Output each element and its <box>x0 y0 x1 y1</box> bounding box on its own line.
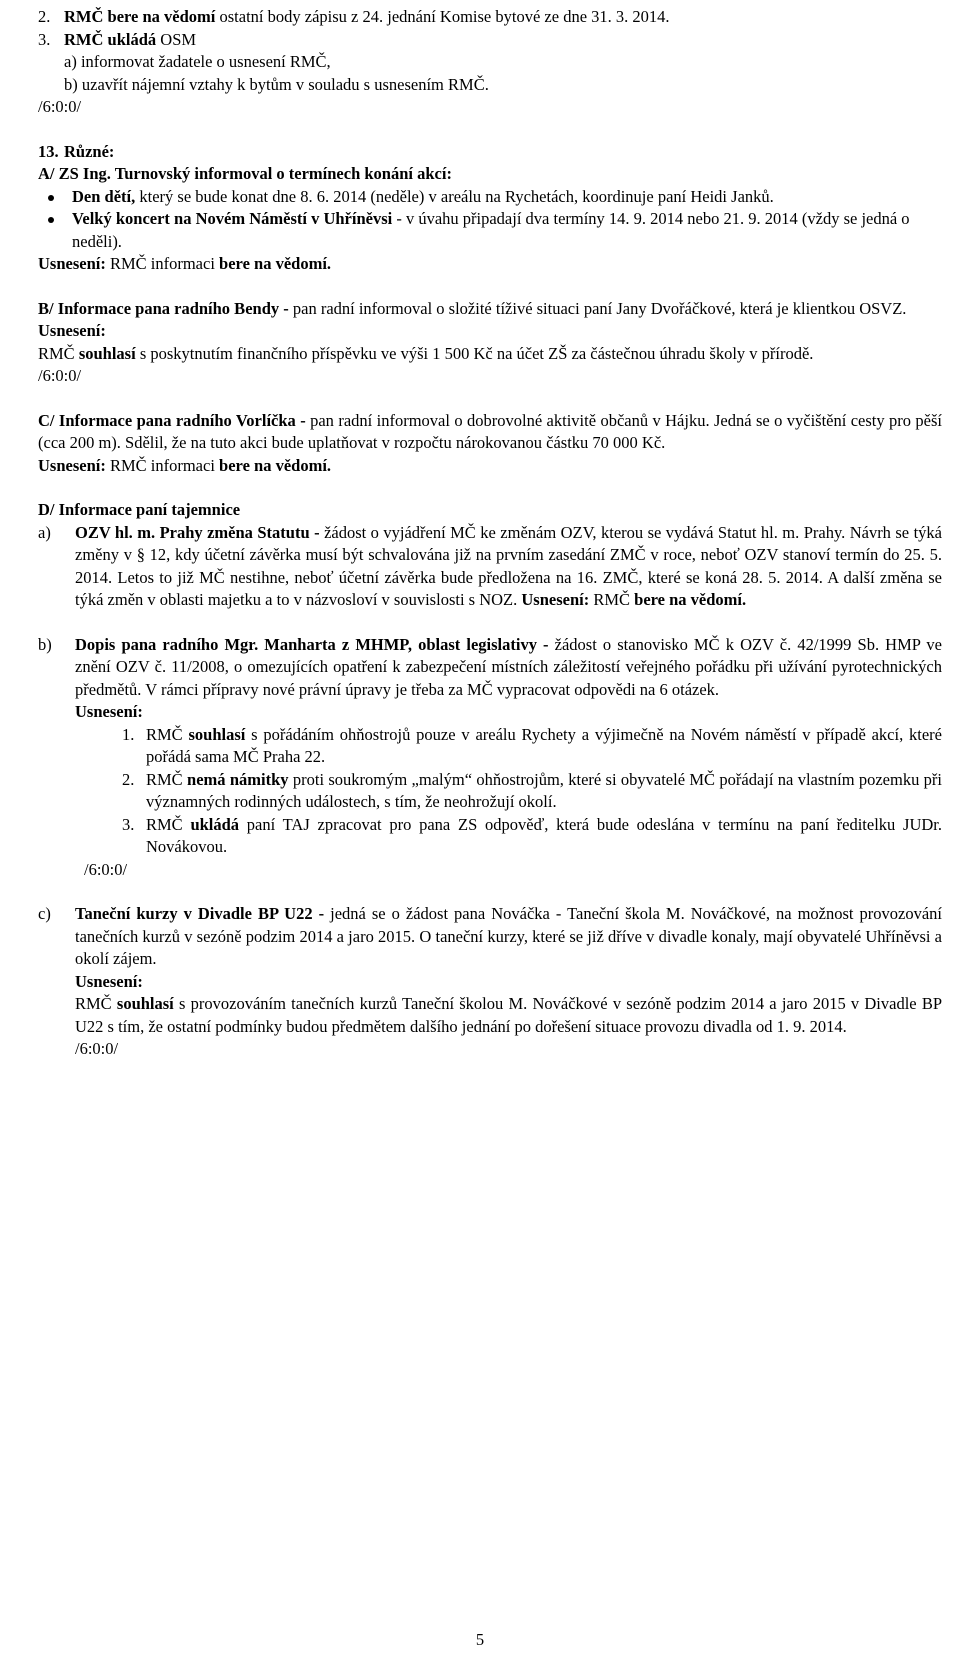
part-b-heading: B/ Informace pana radního Bendy - <box>38 298 289 318</box>
item-text: jedná se o žádost pana Nováčka - Taneční škola M. Nováčkové, na možnost provozování tanečních kurzů v sezóně podzim 2014 a jaro 2015. O taneční kurzy, které se již dříve v divadle konaly, mají obyvatelé Uhříněvsi a okolí zájem. <box>75 904 942 968</box>
resolution-text: RMČ informaci <box>105 254 220 273</box>
item-text: žádost o stanovisko MČ k OZV č. 42/1999 Sb. HMP ve znění OZV č. 11/2008, o omezujících opatření k zabezpečení místních záležitostí veřejného pořádku při užívání pyrotechnických předmětů. V rámci přípravy nové právní úpravy je třeba za MČ vypracovat odpovědi na 6 otázek. <box>75 634 942 699</box>
item-letter: c) <box>38 904 51 923</box>
vote-result: /6:0:0/ <box>84 859 128 879</box>
point-text: s pořádáním ohňostrojů pouze v areálu Rychety a výjimečně na Novém náměstí v případě akcí, které pořádá sama MČ Praha 22. <box>146 724 942 766</box>
part-c-paragraph <box>38 410 942 455</box>
item-number: 3. <box>38 29 51 49</box>
document-page <box>38 6 942 1061</box>
resolution-text: RMČ <box>589 590 635 609</box>
resolution-label: Usnesení: <box>521 590 590 609</box>
item-bold: Dopis pana radního Mgr. Manharta z MHMP, oblast legislativy - <box>75 634 549 654</box>
section-title: Různé: <box>64 141 115 161</box>
resolution-label: Usnesení: <box>75 702 143 721</box>
point-text: proti soukromým „malým“ ohňostrojům, které si obyvatelé MČ pořádají na vlastním pozemku při významných rodinných událostech, s tím, že neohrožují okolí. <box>146 769 943 811</box>
resolution-point <box>38 814 942 859</box>
point-prefix: RMČ <box>146 814 191 834</box>
part-c-heading: C/ Informace pana radního Vorlíčka - <box>38 410 306 430</box>
bullet-icon <box>48 208 72 253</box>
item-number: 2. <box>38 7 51 26</box>
item-letter: b) <box>38 634 52 654</box>
resolution-bold: souhlasí <box>78 343 136 363</box>
bullet-bold: Velký koncert na Novém Náměstí v Uhříněvsi <box>72 209 393 228</box>
part-a-heading: A/ ZS Ing. Turnovský informoval o termínech konání akcí: <box>38 164 452 183</box>
bullet-item <box>38 186 942 209</box>
item-text: ostatní body zápisu z 24. jednání Komise bytové ze dne 31. 3. 2014. <box>215 7 670 26</box>
resolution-text: s provozováním tanečních kurzů Taneční školou M. Nováčkové v sezóně podzim 2014 a jaro 2015 v Divadle BP U22 s tím, že ostatní podmínky budou předmětem dalšího jednání po dořešení situace provozu divadla od 1. 9. 2014. <box>75 994 943 1036</box>
resolution-label: Usnesení: <box>75 971 143 991</box>
item-bold: RMČ bere na vědomí <box>64 7 216 26</box>
point-text: paní TAJ zpracovat pro pana ZS odpověď, která bude odeslána v termínu na paní ředitelku JUDr. Novákovou. <box>146 814 942 856</box>
list-item <box>38 6 942 29</box>
part-b-text: pan radní informoval o složité tíživé situaci paní Jany Dvořáčkové, která je klientkou OSVZ. <box>288 298 907 318</box>
list-item <box>38 903 942 1061</box>
osm-b: b) uzavřít nájemní vztahy k bytům v souladu s usnesením RMČ. <box>64 74 489 94</box>
point-prefix: RMČ <box>146 769 188 789</box>
resolution <box>75 993 942 1038</box>
item-bold: RMČ ukládá <box>64 29 157 49</box>
item-text: žádost o vyjádření MČ ke změnám OZV, kterou se vydává Statut hl. m. Prahy. Návrh se týká změny v § 12, kdy účetní závěrka musí být schvalována již na prvním zasedání ZMČ v roce, neboť OZV stanoví termín do 25. 5. 2014. Letos to již MČ nestihne, neboť účetní závěrka bude předložena na 16. ZMČ, které se koná 28. 5. 2014. A další změna se týká změn v oblasti majetku a to v názvosloví v souvislosti s NOZ. <box>75 522 942 609</box>
resolution-label: Usnesení: <box>38 455 106 475</box>
list-item <box>38 634 942 724</box>
resolution <box>38 343 942 366</box>
osm-a: a) informovat žadatele o usnesení RMČ, <box>64 52 331 71</box>
part-c-text: pan radní informoval o dobrovolné aktivitě občanů v Hájku. Jedná se o vyčištění cesty pro pěší (cca 200 m). Sdělil, že na tuto akci bude uplatňovat v rozpočtu nárokovanou částku 70 000 Kč. <box>38 410 943 452</box>
item-bold: OZV hl. m. Prahy změna Statutu - <box>75 522 320 542</box>
section-heading <box>38 141 942 164</box>
vote-result: /6:0:0/ <box>75 1039 119 1058</box>
section-number: 13. <box>38 141 59 161</box>
item-bold: Taneční kurzy v Divadle BP U22 - <box>75 904 325 923</box>
bullet-text: který se bude konat dne 8. 6. 2014 (neděle) v areálu na Rychetách, koordinuje paní Heidi Janků. <box>135 186 774 206</box>
vote-result: /6:0:0/ <box>38 97 82 116</box>
resolution-bold: bere na vědomí. <box>219 455 332 475</box>
resolution-label: Usnesení: <box>38 321 106 340</box>
bullet-icon <box>48 186 72 209</box>
list-item <box>38 29 942 52</box>
resolution <box>38 253 942 276</box>
resolution-bold: bere na vědomí. <box>634 590 747 609</box>
point-bold: ukládá <box>190 814 240 834</box>
bullet-item <box>38 208 942 253</box>
item-text: OSM <box>156 29 197 49</box>
page-number: 5 <box>475 1630 485 1649</box>
vote-result: /6:0:0/ <box>38 366 82 385</box>
resolution-text: s poskytnutím finančního příspěvku ve výši 1 500 Kč na účet ZŠ za částečnou úhradu školy v přírodě. <box>135 343 814 363</box>
resolution-bold: bere na vědomí. <box>219 254 332 273</box>
resolution <box>38 455 942 478</box>
point-number: 2. <box>122 769 135 789</box>
resolution-label: Usnesení: <box>38 254 106 273</box>
point-prefix: RMČ <box>146 724 189 744</box>
point-number: 3. <box>122 814 135 834</box>
resolution-bold: souhlasí <box>116 994 174 1013</box>
list-item <box>38 522 942 612</box>
bullet-text: - v úvahu připadají dva termíny 14. 9. 2014 nebo 21. 9. 2014 (vždy se jedná o neděli). <box>72 209 910 251</box>
point-bold: souhlasí <box>188 724 246 744</box>
resolution-point <box>38 724 942 769</box>
resolution-text: RMČ informaci <box>105 455 220 475</box>
resolution-point <box>38 769 942 814</box>
point-number: 1. <box>122 724 135 744</box>
resolution-prefix: RMČ <box>38 343 79 363</box>
point-bold: nemá námitky <box>187 769 289 789</box>
part-b-paragraph <box>38 298 942 321</box>
bullet-bold: Den dětí, <box>72 186 136 206</box>
resolution-prefix: RMČ <box>75 994 117 1013</box>
item-letter: a) <box>38 522 51 542</box>
part-d-heading: D/ Informace paní tajemnice <box>38 500 241 519</box>
